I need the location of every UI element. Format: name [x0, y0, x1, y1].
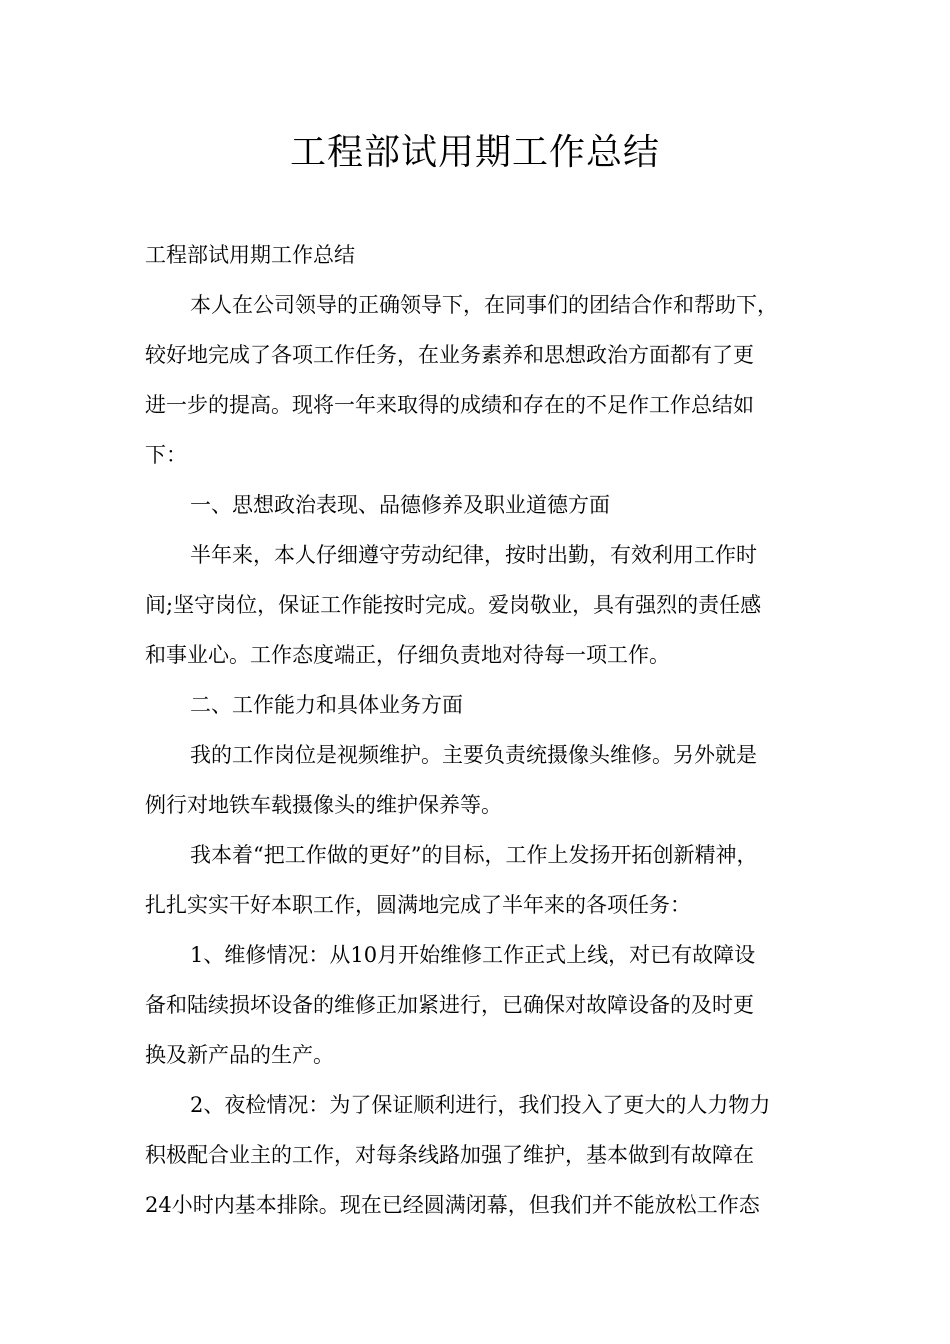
list-item-line: 备和陆续损坏设备的维修正加紧进行，已确保对故障设备的及时更: [145, 993, 754, 1017]
list-item-line: 积极配合业主的工作，对每条线路加强了维护，基本做到有故障在: [145, 1143, 754, 1167]
paragraph-line: 我的工作岗位是视频维护。主要负责统摄像头维修。另外就是: [190, 743, 757, 767]
section-heading: 一、思想政治表现、品德修养及职业道德方面: [190, 493, 610, 517]
paragraph-line: 较好地完成了各项工作任务，在业务素养和思想政治方面都有了更: [145, 343, 754, 367]
list-item-line: 2、夜检情况：为了保证顺利进行，我们投入了更大的人力物力: [190, 1093, 771, 1117]
paragraph-line: 我本着“把工作做的更好”的目标，工作上发扬开拓创新精神，: [190, 843, 758, 867]
paragraph-line: 进一步的提高。现将一年来取得的成绩和存在的不足作工作总结如: [145, 393, 754, 417]
paragraph-line: 下：: [145, 443, 187, 467]
paragraph-line: 和事业心。工作态度端正，仔细负责地对待每一项工作。: [145, 643, 670, 667]
paragraph-line: 间;坚守岗位，保证工作能按时完成。爱岗敬业，具有强烈的责任感: [145, 593, 762, 617]
list-item-line: 1、维修情况：从10月开始维修工作正式上线，对已有故障设: [190, 943, 756, 967]
document-body: [145, 230, 810, 1230]
paragraph-line: 例行对地铁车载摄像头的维护保养等。: [145, 793, 502, 817]
list-item-line: 24小时内基本排除。现在已经圆满闭幕，但我们并不能放松工作态: [145, 1193, 760, 1217]
paragraph-line: 半年来，本人仔细遵守劳动纪律，按时出勤，有效利用工作时: [190, 543, 757, 567]
document-title: 工程部试用期工作总结: [289, 132, 660, 173]
section-heading: 二、工作能力和具体业务方面: [190, 693, 463, 717]
subtitle-line: 工程部试用期工作总结: [145, 243, 355, 267]
paragraph-line: 本人在公司领导的正确领导下，在同事们的团结合作和帮助下，: [190, 293, 778, 317]
paragraph-line: 扎扎实实干好本职工作，圆满地完成了半年来的各项任务：: [145, 893, 691, 917]
list-item-line: 换及新产品的生产。: [145, 1043, 334, 1067]
